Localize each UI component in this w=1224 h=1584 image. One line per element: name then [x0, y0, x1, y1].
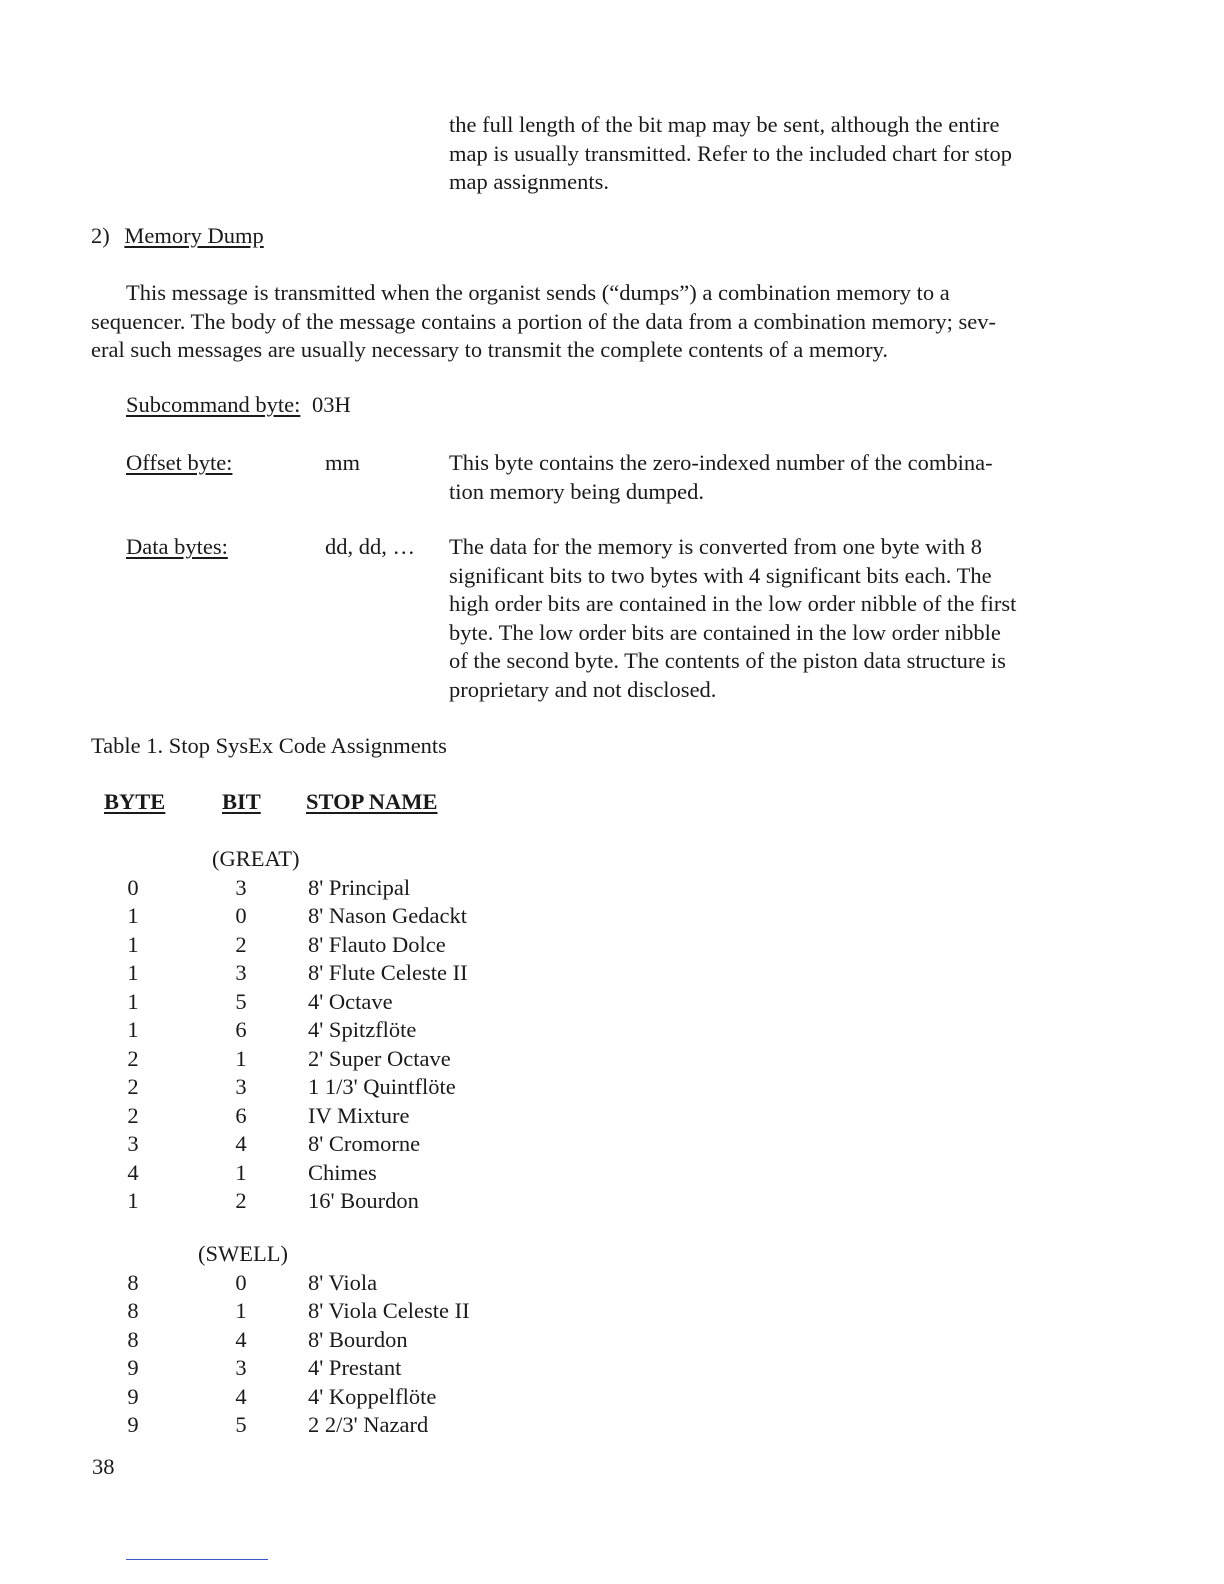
stop-name-cell: 8' Viola Celeste II	[308, 1298, 470, 1323]
section-number: 2)	[91, 223, 110, 248]
data-desc-line: high order bits are contained in the low order nibble of the first	[449, 591, 1017, 616]
data-desc-line: The data for the memory is converted from one byte with 8	[449, 534, 982, 559]
stop-name-cell: 4' Spitzflöte	[308, 1017, 417, 1042]
subcommand-field	[126, 391, 351, 420]
stop-name-cell: 8' Flauto Dolce	[308, 931, 446, 957]
bit-cell: 3	[235, 1355, 247, 1380]
stop-name-cell: 8' Flute Celeste II	[308, 960, 468, 985]
intro-line: the full length of the bit map may be sent, although the entire	[449, 112, 1000, 137]
subcommand-label: Subcommand byte:	[126, 392, 301, 417]
byte-cell: 3	[127, 1131, 139, 1156]
byte-cell: 8	[127, 1298, 139, 1323]
table-row	[0, 1159, 600, 1188]
table-row	[0, 1326, 600, 1355]
byte-cell: 0	[127, 874, 139, 900]
intro-paragraph	[449, 111, 1089, 197]
table-row	[0, 1354, 600, 1383]
byte-cell: 8	[127, 1269, 139, 1295]
stop-name-cell: 8' Principal	[308, 874, 411, 900]
bit-cell: 5	[235, 1412, 247, 1437]
byte-cell: 9	[127, 1355, 139, 1380]
intro-line: map assignments.	[449, 169, 609, 194]
byte-cell: 4	[127, 1159, 139, 1185]
bit-cell: 4	[235, 1131, 247, 1156]
table-row	[0, 1269, 600, 1298]
bit-cell: 3	[235, 1074, 247, 1099]
stop-name-cell: 2 2/3' Nazard	[308, 1412, 429, 1437]
byte-cell: 9	[127, 1383, 139, 1409]
offset-description	[449, 449, 1089, 506]
body-line: This message is transmitted when the organist sends (“dumps”) a combination memory to a	[126, 280, 950, 305]
offset-desc-line: tion memory being dumped.	[449, 478, 704, 504]
data-desc-line: proprietary and not disclosed.	[449, 676, 717, 702]
bit-cell: 1	[235, 1045, 247, 1071]
table-row	[0, 874, 600, 903]
byte-cell: 1	[127, 931, 139, 957]
bit-cell: 5	[235, 988, 247, 1014]
header-bit: BIT	[222, 789, 261, 814]
bit-cell: 0	[235, 903, 247, 928]
byte-cell: 1	[127, 988, 139, 1014]
bit-cell: 2	[235, 931, 247, 957]
body-line: eral such messages are usually necessary to transmit the complete contents of a memory.	[91, 337, 889, 362]
bit-cell: 6	[235, 1102, 247, 1128]
byte-cell: 1	[127, 1017, 139, 1042]
byte-cell: 2	[127, 1074, 139, 1099]
stop-name-cell: 16' Bourdon	[308, 1188, 419, 1213]
bit-cell: 3	[235, 874, 247, 900]
header-stop-name: STOP NAME	[306, 789, 438, 814]
table-row	[0, 1297, 600, 1326]
table-row	[0, 902, 600, 931]
byte-cell: 9	[127, 1412, 139, 1437]
data-description	[449, 533, 1089, 704]
data-desc-line: significant bits to two bytes with 4 significant bits each. The	[449, 562, 992, 588]
table-row	[0, 1102, 600, 1131]
offset-label: Offset byte:	[126, 450, 233, 475]
subcommand-value: 03H	[311, 392, 351, 417]
table-row	[0, 1187, 600, 1216]
data-label: Data bytes:	[126, 534, 228, 559]
table-row	[0, 1130, 600, 1159]
table-row	[0, 1411, 600, 1440]
section-heading	[91, 222, 264, 251]
offset-desc-line: This byte contains the zero-indexed number of the combina-	[449, 450, 993, 475]
stop-name-cell: IV Mixture	[308, 1102, 410, 1128]
byte-cell: 1	[127, 903, 139, 928]
section-body	[91, 279, 1091, 365]
table-row	[0, 988, 600, 1017]
table-row	[0, 931, 600, 960]
stop-name-cell: 8' Cromorne	[308, 1131, 421, 1156]
byte-cell: 8	[127, 1326, 139, 1352]
data-value: dd, dd, …	[325, 534, 415, 559]
offset-value: mm	[325, 450, 361, 475]
table-row	[0, 1045, 600, 1074]
bit-cell: 3	[235, 960, 247, 985]
table-row	[0, 1016, 600, 1045]
bit-cell: 4	[235, 1326, 247, 1352]
stop-name-cell: 4' Prestant	[308, 1355, 402, 1380]
stop-name-cell: 8' Viola	[308, 1269, 378, 1295]
bit-cell: 4	[235, 1383, 247, 1409]
group-label: (GREAT)	[212, 846, 300, 871]
data-desc-line: byte. The low order bits are contained in the low order nibble	[449, 619, 1001, 645]
stop-name-cell: Chimes	[308, 1159, 377, 1185]
bit-cell: 0	[235, 1269, 247, 1295]
stop-name-cell: 1 1/3' Quintflöte	[308, 1074, 456, 1099]
bit-cell: 1	[235, 1298, 247, 1323]
section-title: Memory Dump	[124, 223, 264, 248]
stop-name-cell: 4' Koppelflöte	[308, 1383, 437, 1409]
byte-cell: 1	[127, 1188, 139, 1213]
stop-name-cell: 8' Nason Gedackt	[308, 903, 468, 928]
table-row	[0, 1073, 600, 1102]
stop-name-cell: 2' Super Octave	[308, 1045, 451, 1071]
bit-cell: 1	[235, 1159, 247, 1185]
byte-cell: 2	[127, 1045, 139, 1071]
table-row	[0, 959, 600, 988]
byte-cell: 1	[127, 960, 139, 985]
stop-name-cell: 8' Bourdon	[308, 1326, 408, 1352]
group-label: (SWELL)	[198, 1241, 288, 1266]
body-line: sequencer. The body of the message contains a portion of the data from a combination memory; sev-	[91, 308, 996, 334]
bit-cell: 6	[235, 1017, 247, 1042]
table-caption: Table 1. Stop SysEx Code Assignments	[91, 733, 447, 758]
intro-line: map is usually transmitted. Refer to the included chart for stop	[449, 140, 1012, 166]
page-number: 38	[92, 1454, 115, 1479]
footnote-rule	[126, 1559, 268, 1560]
table-row	[0, 1383, 600, 1412]
data-desc-line: of the second byte. The contents of the piston data structure is	[449, 648, 1006, 673]
stop-name-cell: 4' Octave	[308, 988, 393, 1014]
header-byte: BYTE	[104, 789, 166, 814]
byte-cell: 2	[127, 1102, 139, 1128]
bit-cell: 2	[235, 1188, 247, 1213]
